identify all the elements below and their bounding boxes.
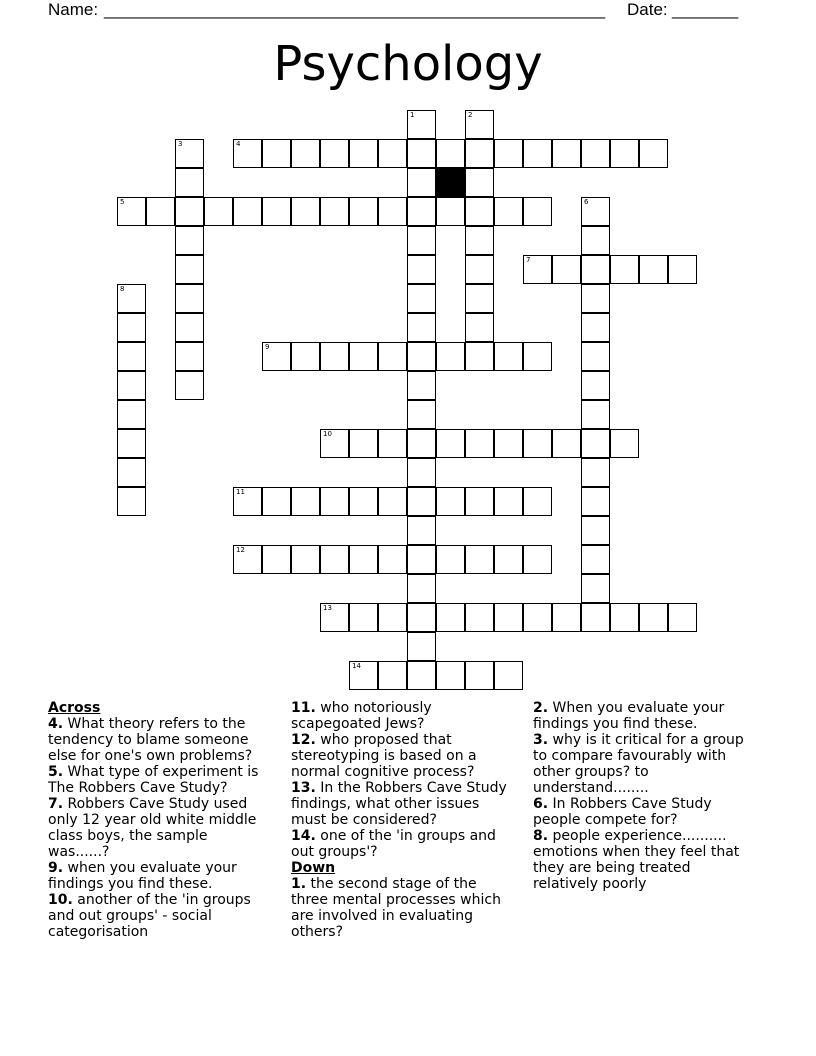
grid-cell[interactable] — [407, 400, 436, 429]
grid-cell[interactable] — [581, 574, 610, 603]
grid-cell[interactable] — [465, 603, 494, 632]
grid-cell[interactable] — [465, 255, 494, 284]
grid-cell[interactable] — [320, 429, 349, 458]
grid-cell[interactable] — [262, 545, 291, 574]
grid-cell[interactable] — [407, 168, 436, 197]
grid-cell[interactable] — [407, 574, 436, 603]
grid-cell[interactable] — [436, 197, 465, 226]
grid-cell[interactable] — [175, 139, 204, 168]
grid-cell[interactable] — [407, 284, 436, 313]
grid-cell[interactable] — [146, 197, 175, 226]
grid-cell[interactable] — [349, 139, 378, 168]
grid-cell[interactable] — [639, 603, 668, 632]
grid-cell[interactable] — [494, 139, 523, 168]
clue-down-3: 3. why is it critical for a group to compare favourably with other groups? to understand........ — [533, 732, 744, 796]
grid-cell[interactable] — [349, 603, 378, 632]
grid-cell[interactable] — [349, 429, 378, 458]
grid-cell[interactable] — [581, 139, 610, 168]
grid-cell[interactable] — [523, 197, 552, 226]
cell-number: 1 — [410, 111, 415, 119]
grid-cell[interactable] — [407, 632, 436, 661]
cell-number: 14 — [352, 662, 361, 670]
grid-cell[interactable] — [291, 545, 320, 574]
grid-cell[interactable] — [349, 487, 378, 516]
clue-down-6: 6. In Robbers Cave Study people compete for? — [533, 796, 712, 828]
grid-cell[interactable] — [494, 661, 523, 690]
grid-cell[interactable] — [407, 110, 436, 139]
grid-cell[interactable] — [436, 661, 465, 690]
grid-cell[interactable] — [581, 429, 610, 458]
grid-cell[interactable] — [581, 458, 610, 487]
grid-cell[interactable] — [407, 313, 436, 342]
grid-cell[interactable] — [552, 255, 581, 284]
grid-cell[interactable] — [320, 197, 349, 226]
grid-cell[interactable] — [581, 487, 610, 516]
cell-number: 7 — [526, 256, 531, 264]
cell-number: 12 — [236, 546, 245, 554]
cell-number: 5 — [120, 198, 125, 206]
clue-across-4: 4. What theory refers to the tendency to blame someone else for one's own problems? — [48, 716, 253, 764]
black-cell — [436, 168, 465, 197]
grid-cell[interactable] — [407, 545, 436, 574]
grid-cell[interactable] — [262, 139, 291, 168]
grid-cell[interactable] — [581, 545, 610, 574]
grid-cell[interactable] — [494, 197, 523, 226]
cell-number: 3 — [178, 140, 183, 148]
grid-cell[interactable] — [117, 487, 146, 516]
grid-cell[interactable] — [349, 661, 378, 690]
grid-cell[interactable] — [581, 516, 610, 545]
grid-cell[interactable] — [291, 139, 320, 168]
cell-number: 2 — [468, 111, 473, 119]
name-label: Name: — [48, 0, 99, 19]
grid-cell[interactable] — [175, 197, 204, 226]
clue-across-7: 7. Robbers Cave Study used only 12 year old white middle class boys, the sample was......? — [48, 796, 257, 860]
clue-across-13: 13. In the Robbers Cave Study findings, what other issues must be considered? — [291, 780, 507, 828]
cell-number: 9 — [265, 343, 270, 351]
grid-cell[interactable] — [581, 284, 610, 313]
grid-cell[interactable] — [407, 516, 436, 545]
grid-cell[interactable] — [378, 429, 407, 458]
date-label: Date: — [627, 0, 668, 19]
clue-across-11: 11. who notoriously scapegoated Jews? — [291, 700, 432, 732]
grid-cell[interactable] — [175, 284, 204, 313]
grid-cell[interactable] — [581, 342, 610, 371]
grid-cell[interactable] — [610, 255, 639, 284]
grid-cell[interactable] — [465, 313, 494, 342]
grid-cell[interactable] — [494, 429, 523, 458]
grid-cell[interactable] — [320, 545, 349, 574]
grid-cell[interactable] — [465, 110, 494, 139]
grid-cell[interactable] — [407, 429, 436, 458]
grid-cell[interactable] — [552, 603, 581, 632]
clue-across-5: 5. What type of experiment is The Robbers Cave Study? — [48, 764, 259, 796]
grid-cell[interactable] — [552, 139, 581, 168]
grid-cell[interactable] — [523, 255, 552, 284]
grid-cell[interactable] — [117, 458, 146, 487]
grid-cell[interactable] — [117, 313, 146, 342]
grid-cell[interactable] — [639, 139, 668, 168]
grid-cell[interactable] — [349, 545, 378, 574]
grid-cell[interactable] — [639, 255, 668, 284]
grid-cell[interactable] — [262, 197, 291, 226]
across-heading: Across — [48, 700, 101, 716]
grid-cell[interactable] — [494, 603, 523, 632]
name-blank-line[interactable]: _____________________________________________________ — [104, 0, 606, 19]
grid-cell[interactable] — [523, 429, 552, 458]
clue-across-14: 14. one of the 'in groups and out groups'? — [291, 828, 496, 860]
grid-cell[interactable] — [175, 313, 204, 342]
grid-cell[interactable] — [465, 197, 494, 226]
cell-number: 4 — [236, 140, 241, 148]
cell-number: 11 — [236, 488, 245, 496]
grid-cell[interactable] — [465, 139, 494, 168]
grid-cell[interactable] — [117, 342, 146, 371]
clue-column-3 — [533, 700, 758, 892]
grid-cell[interactable] — [262, 487, 291, 516]
grid-cell[interactable] — [436, 139, 465, 168]
grid-cell[interactable] — [465, 545, 494, 574]
grid-cell[interactable] — [407, 661, 436, 690]
grid-cell[interactable] — [291, 487, 320, 516]
grid-cell[interactable] — [523, 603, 552, 632]
grid-cell[interactable] — [465, 342, 494, 371]
cell-number: 10 — [323, 430, 332, 438]
grid-cell[interactable] — [436, 429, 465, 458]
grid-cell[interactable] — [117, 284, 146, 313]
grid-cell[interactable] — [378, 545, 407, 574]
grid-cell[interactable] — [581, 400, 610, 429]
grid-cell[interactable] — [378, 342, 407, 371]
grid-cell[interactable] — [407, 371, 436, 400]
grid-cell[interactable] — [320, 342, 349, 371]
grid-cell[interactable] — [407, 139, 436, 168]
grid-cell[interactable] — [407, 458, 436, 487]
grid-cell[interactable] — [436, 603, 465, 632]
grid-cell[interactable] — [407, 255, 436, 284]
grid-cell[interactable] — [465, 429, 494, 458]
grid-cell[interactable] — [581, 197, 610, 226]
grid-cell[interactable] — [523, 139, 552, 168]
clue-across-12: 12. who proposed that stereotyping is based on a normal cognitive process? — [291, 732, 477, 780]
grid-cell[interactable] — [668, 255, 697, 284]
grid-cell[interactable] — [407, 197, 436, 226]
grid-cell[interactable] — [581, 313, 610, 342]
grid-cell[interactable] — [465, 168, 494, 197]
grid-cell[interactable] — [291, 342, 320, 371]
grid-cell[interactable] — [610, 139, 639, 168]
grid-cell[interactable] — [320, 139, 349, 168]
grid-cell[interactable] — [407, 487, 436, 516]
grid-cell[interactable] — [436, 545, 465, 574]
grid-cell[interactable] — [117, 400, 146, 429]
grid-cell[interactable] — [175, 168, 204, 197]
clue-column-2 — [291, 700, 516, 940]
grid-cell[interactable] — [117, 429, 146, 458]
grid-cell[interactable] — [668, 603, 697, 632]
grid-cell[interactable] — [581, 603, 610, 632]
grid-cell[interactable] — [233, 545, 262, 574]
grid-cell[interactable] — [349, 197, 378, 226]
grid-cell[interactable] — [117, 197, 146, 226]
clue-column-1 — [48, 700, 268, 940]
cell-number: 13 — [323, 604, 332, 612]
grid-cell[interactable] — [581, 371, 610, 400]
grid-cell[interactable] — [494, 487, 523, 516]
grid-cell[interactable] — [262, 342, 291, 371]
cell-number: 8 — [120, 285, 125, 293]
grid-cell[interactable] — [175, 342, 204, 371]
grid-cell[interactable] — [523, 487, 552, 516]
grid-cell[interactable] — [378, 487, 407, 516]
grid-cell[interactable] — [175, 226, 204, 255]
grid-cell[interactable] — [465, 661, 494, 690]
grid-cell[interactable] — [349, 342, 378, 371]
grid-cell[interactable] — [233, 139, 262, 168]
grid-cell[interactable] — [494, 342, 523, 371]
grid-cell[interactable] — [378, 603, 407, 632]
grid-cell[interactable] — [175, 255, 204, 284]
grid-cell[interactable] — [407, 342, 436, 371]
page-title: Psychology — [273, 36, 543, 92]
grid-cell[interactable] — [407, 226, 436, 255]
grid-cell[interactable] — [523, 342, 552, 371]
grid-cell[interactable] — [581, 226, 610, 255]
grid-cell[interactable] — [378, 661, 407, 690]
grid-cell[interactable] — [581, 255, 610, 284]
grid-cell[interactable] — [233, 197, 262, 226]
down-heading: Down — [291, 860, 336, 876]
grid-cell[interactable] — [291, 197, 320, 226]
grid-cell[interactable] — [407, 603, 436, 632]
grid-cell[interactable] — [465, 284, 494, 313]
grid-cell[interactable] — [233, 487, 262, 516]
grid-cell[interactable] — [378, 197, 407, 226]
clue-down-2: 2. When you evaluate your findings you find these. — [533, 700, 725, 732]
grid-cell[interactable] — [320, 487, 349, 516]
grid-cell[interactable] — [610, 603, 639, 632]
grid-cell[interactable] — [465, 487, 494, 516]
clue-across-9: 9. when you evaluate your findings you find these. — [48, 860, 237, 892]
grid-cell[interactable] — [494, 545, 523, 574]
cell-number: 6 — [584, 198, 589, 206]
clue-down-1: 1. the second stage of the three mental processes which are involved in evaluating others? — [291, 876, 501, 940]
grid-cell[interactable] — [436, 342, 465, 371]
grid-cell[interactable] — [465, 226, 494, 255]
grid-cell[interactable] — [552, 429, 581, 458]
grid-cell[interactable] — [175, 371, 204, 400]
grid-cell[interactable] — [117, 371, 146, 400]
date-blank-line[interactable]: _______ — [672, 0, 739, 19]
grid-cell[interactable] — [436, 487, 465, 516]
grid-cell[interactable] — [610, 429, 639, 458]
clue-down-8: 8. people experience.......... emotions when they feel that they are being treated relatively poorly — [533, 828, 740, 892]
grid-cell[interactable] — [378, 139, 407, 168]
grid-cell[interactable] — [523, 545, 552, 574]
clue-across-10: 10. another of the 'in groups and out groups' - social categorisation — [48, 892, 251, 940]
grid-cell[interactable] — [320, 603, 349, 632]
grid-cell[interactable] — [204, 197, 233, 226]
